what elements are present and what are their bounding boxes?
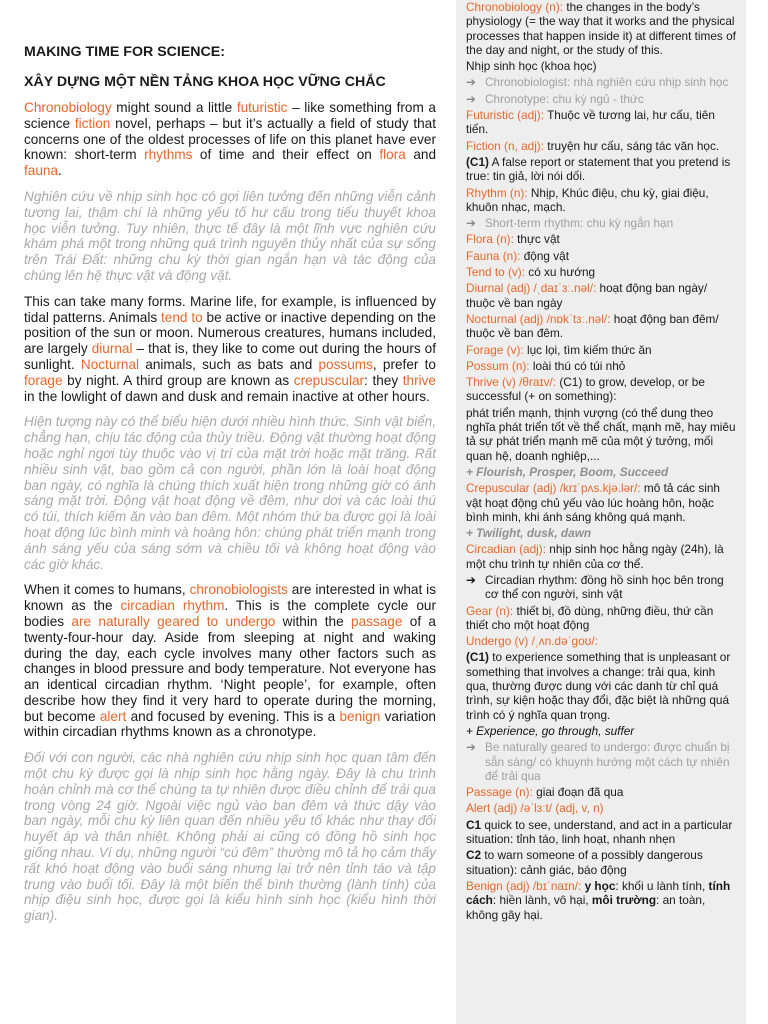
vocab-highlight: passage	[351, 613, 403, 629]
glossary-synonyms	[466, 526, 736, 540]
glossary-text: y học	[581, 878, 616, 893]
glossary-text: (C1)	[466, 154, 489, 169]
vocab-highlight: Chronobiology	[24, 100, 112, 115]
glossary-subentry	[466, 573, 736, 602]
english-paragraph-3	[24, 582, 436, 740]
text-run: of a twenty-four-hour day. Aside from sleeping at night and waking during the day, each cycle involves many other factors such as changes in blood pressure and body temperature. Not everyone has an identical circadian rhythm. ‘Night people’, for example, often describe how they find it very hard to operate during the morning, but become	[24, 613, 436, 724]
glossary-term: Crepuscular (adj) /krɪˈpʌs.kjə.lər/:	[466, 481, 641, 496]
vocab-highlight: Nocturnal	[80, 356, 140, 372]
glossary-text: lục lọi, tìm kiếm thức ăn	[523, 342, 652, 357]
glossary-term: Flora (n):	[466, 232, 514, 247]
glossary-text: C1	[466, 817, 482, 832]
glossary-subentry	[466, 740, 736, 783]
glossary-entry	[466, 0, 736, 57]
glossary-text: the changes in the body’s physiology (= the way that it works and the physical processes that happen inside it) at different times of the day and night, or the study of this.	[466, 0, 736, 57]
glossary-text: Be naturally geared to undergo: được chuẩn bị sẵn sàng/ có khuynh hướng một cách tự nhiên để trải qua	[485, 740, 730, 783]
glossary-text: (C1) to grow, develop, or be successful (+ on something):	[466, 375, 705, 404]
vietnamese-paragraph-3: Đối với con người, các nhà nghiên cứu nhịp sinh học quan tâm đến một chu kỳ được gọi là nhịp sinh học hằng ngày. Đây là chu trình hoàn chỉnh mà cơ thể chúng ta tự nhiên được điều chỉnh để trải qua trong vòng 24 giờ. Ngoài việc ngủ vào ban đêm và thức dậy vào ban ngày, mỗi chu kỳ liên quan đến nhiều yếu tố khác như thay đổi huyết áp và thân nhiệt. Không phải ai cũng có đồng hồ sinh học giống nhau. Ví dụ, những người “cú đêm” thường mô tả họ cảm thấy rất khó hoạt động vào buổi sáng nhưng lại trở nên tỉnh táo và tập trung vào buổi tối. Đây là một biến thể bình thường (lành tính) của nhịp điệu sinh học, được gọi là kiểu hình sinh học (kiểu hình thời gian).	[24, 750, 436, 924]
glossary-synonyms	[466, 724, 736, 738]
glossary-term: Fauna (n):	[466, 248, 521, 263]
vocab-highlight: circadian rhythm	[120, 598, 225, 614]
glossary-term: Alert (adj) /əˈlɜːt/ (adj, v, n)	[466, 801, 604, 816]
glossary-entry	[466, 59, 736, 73]
right-arrow-icon: ➔	[466, 572, 476, 587]
glossary-term: Fiction (n, adj):	[466, 138, 545, 153]
text-run: variation within circadian rhythms known as a chronotype.	[24, 708, 436, 740]
text-run: by night. A third group are known as	[62, 372, 294, 388]
glossary-text: nhịp sinh học hằng ngày (24h), là một chu trình tự nhiên của cơ thể.	[466, 542, 724, 571]
glossary-entry	[466, 406, 736, 463]
glossary-text: thiết bị, đồ dùng, những điều, thứ cần thiết cho một hoạt động	[466, 603, 714, 632]
glossary-term: Rhythm (n):	[466, 185, 528, 200]
glossary-entry	[466, 359, 736, 373]
glossary-text: Chronobiologist: nhà nghiên cứu nhịp sinh học	[485, 75, 729, 90]
article-column	[24, 44, 436, 934]
glossary-term: Undergo (v) /ˌʌn.dəˈɡoʊ/:	[466, 634, 598, 649]
vocab-highlight: crepuscular	[293, 372, 365, 388]
glossary-text: Nhịp sinh học (khoa học)	[466, 59, 597, 74]
vocab-highlight: flora	[379, 147, 406, 163]
glossary-entry	[466, 139, 736, 153]
glossary-text: Thuộc về tương lai, hư cấu, tiên tiến.	[466, 108, 715, 137]
glossary-entry	[466, 634, 736, 648]
glossary-entry	[466, 604, 736, 633]
glossary-term: Passage (n):	[466, 785, 533, 800]
glossary-text: Circadian rhythm: đồng hồ sinh học bên trong cơ thể con người, sinh vật	[485, 572, 724, 602]
glossary-term: Possum (n):	[466, 358, 530, 373]
text-run: are interested in what is known as the	[24, 582, 436, 614]
glossary-text: C2	[466, 848, 482, 863]
glossary-text: A false report or statement that you pretend is true: tin giả, lời nói dối.	[466, 154, 731, 184]
glossary-text: + Experience, go through, suffer	[466, 723, 635, 738]
glossary-text: : an toàn, không gây hại.	[466, 893, 706, 922]
right-arrow-icon: ➔	[466, 75, 476, 90]
glossary-entry	[466, 818, 736, 847]
glossary-text: quick to see, understand, and act in a particular situation: tỉnh táo, linh hoạt, nhanh nhẹn	[466, 817, 733, 847]
vocab-highlight: diurnal	[91, 341, 133, 357]
glossary-text: : khối u lành tính,	[615, 878, 709, 893]
vocab-highlight: are naturally geared to undergo	[71, 613, 276, 629]
glossary-entry	[466, 542, 736, 571]
english-paragraph-2	[24, 294, 436, 405]
glossary-text: Nhịp, Khúc điệu, chu kỳ, giai điệu, khuôn nhạc, mạch.	[466, 185, 709, 214]
article-title: MAKING TIME FOR SCIENCE:	[24, 44, 225, 60]
glossary-text: Short-term rhythm: chu kỳ ngắn hạn	[485, 216, 674, 231]
glossary-term: Nocturnal (adj) /nɒkˈtɜː.nəl/:	[466, 311, 611, 326]
glossary-term: Diurnal (adj) /ˌdaɪˈɜː.nəl/:	[466, 281, 597, 296]
text-run: This can take many forms. Marine life, for example, is influenced by tidal patterns. Animals	[24, 293, 436, 325]
text-run: and	[405, 147, 437, 163]
glossary-term: Futuristic (adj):	[466, 108, 545, 123]
glossary-entry	[466, 108, 736, 137]
glossary-entry	[466, 155, 736, 184]
vocab-highlight: forage	[24, 372, 63, 388]
glossary-text: to warn someone of a possibly dangerous situation): cảnh giác, báo động	[466, 848, 703, 877]
glossary-text: Chronotype: chu kỳ ngủ - thức	[485, 91, 644, 106]
vocabulary-panel	[456, 0, 746, 1024]
text-run: be active or inactive depending on the position of the sun or moon. Numerous creatures, humans included, are largely	[24, 309, 436, 357]
article-subtitle: XÂY DỰNG MỘT NỀN TẢNG KHOA HỌC VỮNG CHẮC	[24, 74, 386, 90]
vietnamese-paragraph-1: Nghiên cứu về nhịp sinh học có gợi liên tưởng đến những viễn cảnh tương lai, thậm chí là những yếu tố hư cấu trong tiểu thuyết khoa học viễn tưởng. Tuy nhiên, thực tế đây là một lĩnh vực nghiên cứu khám phá một trong những quá trình nguyên thủy nhất của sự sống trên Trái Đất: những chu kỳ thời gian ngắn hạn và tác động của chúng lên hệ thực vật và động vật.	[24, 188, 436, 283]
glossary-text: : hiền lành, vô hại,	[492, 893, 592, 908]
glossary-term: Chronobiology (n):	[466, 0, 564, 14]
glossary-term: Tend to (v):	[466, 265, 526, 280]
glossary-entry	[466, 186, 736, 215]
glossary-entry	[466, 785, 736, 799]
text-run: , prefer to	[372, 356, 436, 372]
glossary-text: loài thú có túi nhỏ	[529, 358, 626, 373]
glossary-entry	[466, 375, 736, 404]
text-run: .	[58, 163, 62, 179]
text-run: might sound a little	[111, 100, 237, 115]
glossary-text: + Flourish, Prosper, Boom, Succeed	[466, 464, 669, 479]
vietnamese-paragraph-2: Hiện tượng này có thể biểu hiện dưới nhiều hình thức. Sinh vật biển, chẳng hạn, chịu tác động của thủy triều. Động vật thường hoạt động hoặc nghỉ ngơi tùy thuộc vào vị trí của mặt trời hoặc mặt trăng. Rất nhiều sinh vật, bao gồm cả con người, phần lớn là loài hoạt động ban ngày, có nghĩa là chúng thích xuất hiện trong những giờ có ánh sáng mặt trời. Động vật hoạt động về đêm, như dơi và các loài thú có túi, thích kiếm ăn vào ban đêm. Một nhóm thứ ba được gọi là loài hoạt động lúc bình minh và hoàng hôn: chúng phát triển mạnh trong ánh sáng yếu của sáng sớm và chiều tối và không hoạt động vào các giờ khác.	[24, 414, 436, 572]
glossary-entry	[466, 265, 736, 279]
glossary-text: tính cách	[466, 878, 731, 908]
glossary-term: Thrive (v) /θraɪv/:	[466, 375, 557, 390]
right-arrow-icon: ➔	[466, 740, 476, 755]
english-paragraph-1	[24, 100, 436, 179]
text-run: and focused by evening. This is a	[126, 708, 340, 724]
glossary-subentry	[466, 75, 736, 89]
right-arrow-icon: ➔	[466, 216, 476, 231]
vocab-highlight: chronobiologists	[189, 582, 288, 598]
glossary-entry	[466, 481, 736, 524]
vocab-highlight: tend to	[161, 309, 203, 325]
vocab-highlight: rhythms	[144, 147, 193, 163]
glossary-text: động vật	[520, 248, 569, 263]
glossary-text: mô tả các sinh vật hoạt động chủ yếu vào lúc hoàng hôn, hoặc bình minh, khi ánh sáng không quá mạnh.	[466, 481, 720, 524]
glossary-entry	[466, 343, 736, 357]
text-run: – like something from a science	[24, 100, 436, 131]
text-run: . This is the complete cycle our bodies	[24, 598, 436, 629]
glossary-text: giai đoạn đã qua	[532, 785, 624, 800]
glossary-text: truyện hư cấu, sáng tác văn học.	[544, 138, 720, 153]
text-run: – that is, they like to come out during the hours of sunlight.	[24, 341, 436, 372]
glossary-text: + Twilight, dusk, dawn	[466, 526, 592, 541]
right-arrow-icon: ➔	[466, 91, 476, 106]
glossary-term: Forage (v):	[466, 342, 524, 357]
glossary-entry	[466, 879, 736, 922]
glossary-term: Benign (adj) /bɪˈnaɪn/:	[466, 878, 582, 893]
vocab-highlight: thrive	[402, 372, 436, 388]
vocab-highlight: fiction	[74, 115, 111, 131]
vocab-highlight: futuristic	[236, 100, 288, 115]
text-run: novel, perhaps – but it’s actually a field of study that concerns one of the oldest processes of life on this planet have ever known: short-term	[24, 115, 436, 163]
glossary-text: phát triển mạnh, thịnh vượng (có thể dung theo nghĩa phát triển tốt về thể chất, mạnh mẽ, hay miêu tả sự phát triển mạnh mẽ của một ý tưởng, mối quan hệ, doanh nghiệp,...	[466, 405, 736, 463]
vocab-highlight: possums	[318, 356, 373, 372]
text-run: in the lowlight of dawn and dusk and remain inactive at other hours.	[24, 388, 430, 404]
glossary-text: hoạt động ban ngày/ thuộc về ban ngày	[466, 281, 708, 310]
glossary-entry	[466, 281, 736, 310]
glossary-subentry	[466, 92, 736, 106]
glossary-entry	[466, 232, 736, 246]
glossary-text: có xu hướng	[525, 265, 596, 280]
glossary-entry	[466, 312, 736, 341]
vocab-highlight: benign	[339, 708, 381, 724]
text-run: When it comes to humans,	[24, 582, 190, 598]
glossary-entry	[466, 848, 736, 877]
text-run: animals, such as bats and	[139, 356, 319, 372]
text-run: : they	[364, 372, 403, 388]
glossary-term: Gear (n):	[466, 603, 514, 618]
vocab-highlight: fauna	[24, 163, 59, 179]
glossary-entry	[466, 249, 736, 263]
glossary-text: hoạt động ban đêm/ thuộc về ban đêm.	[466, 311, 719, 341]
text-run: of time and their effect on	[192, 147, 380, 163]
glossary-synonyms	[466, 465, 736, 479]
glossary-entry	[466, 650, 736, 721]
glossary-text: môi trường	[591, 893, 657, 908]
glossary-term: Circadian (adj):	[466, 542, 546, 557]
glossary-text: thực vật	[513, 232, 560, 247]
glossary-text: to experience something that is unpleasant or something that involves a change: trải qua, kinh qua, thường được dung với các danh từ chỉ quá trình, sự kiện hoặc thay đổi, đặc biệt là những quá trình có ý nghĩa quan trọng.	[466, 650, 731, 722]
vocab-highlight: alert	[99, 708, 127, 724]
glossary-entry	[466, 801, 736, 815]
text-run: within the	[275, 613, 352, 629]
glossary-subentry	[466, 216, 736, 230]
glossary-text: (C1)	[466, 650, 489, 665]
